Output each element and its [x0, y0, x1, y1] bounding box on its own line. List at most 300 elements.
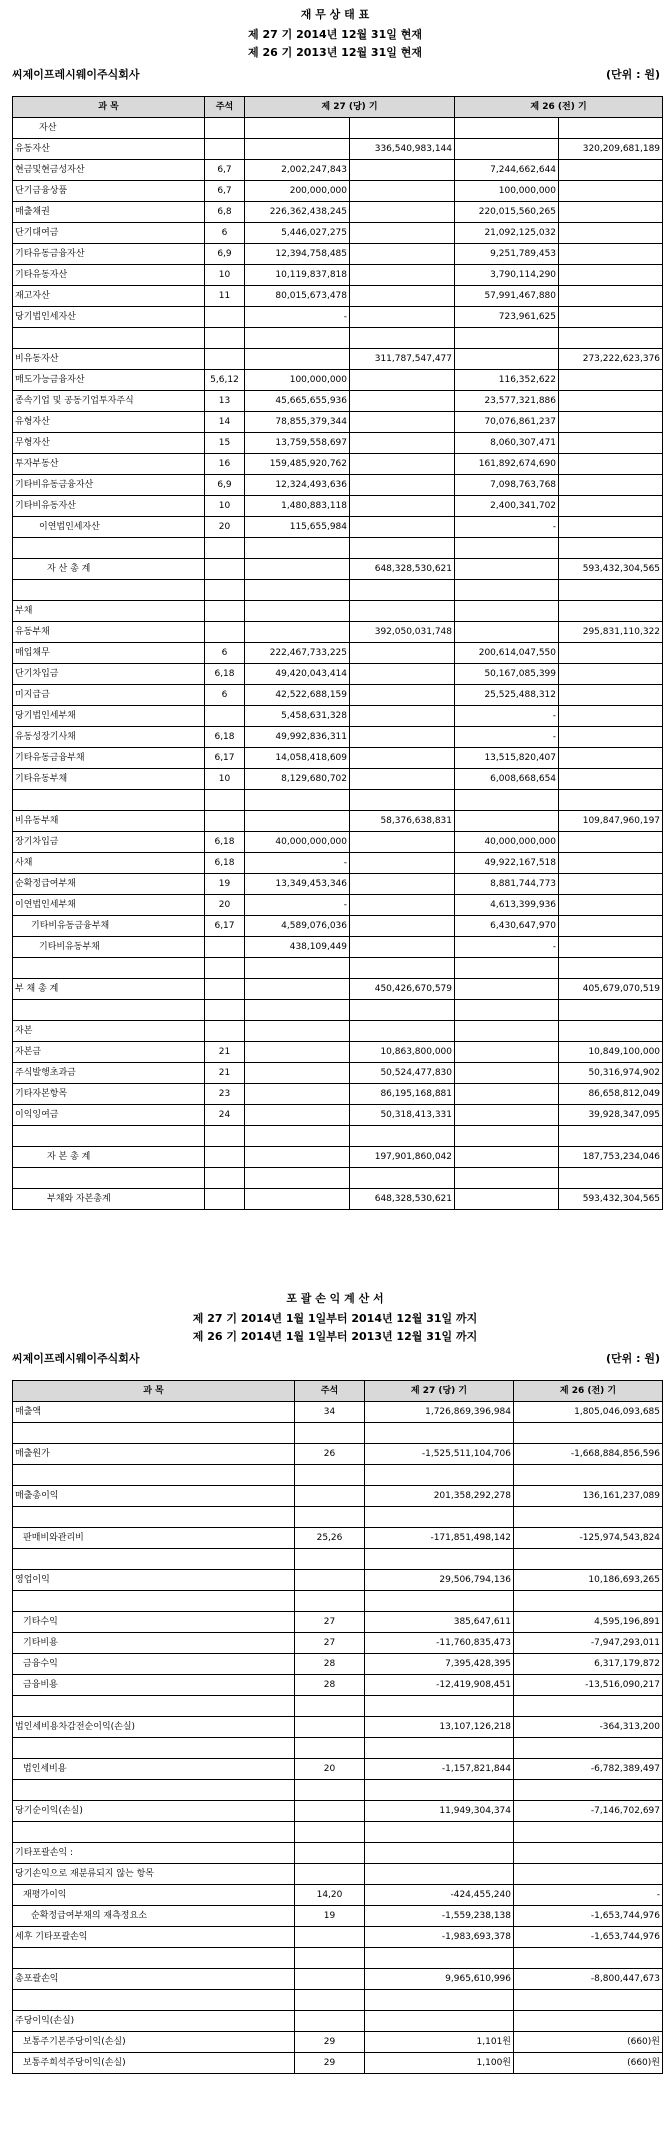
- bs-prior-total: [559, 601, 663, 622]
- bs-current-total: [350, 307, 455, 328]
- is-note-ref: [295, 1486, 365, 1507]
- bs-note-ref: [205, 622, 245, 643]
- is-row: [13, 1927, 663, 1948]
- is-row: [13, 1906, 663, 1927]
- is-period-prior: 제 26 기 2014년 1월 1일부터 2013년 12월 31일 까지: [192, 1330, 478, 1343]
- is-row: [13, 1969, 663, 1990]
- bs-account-label: 무형자산: [13, 433, 205, 454]
- is-row: [13, 1759, 663, 1780]
- is-note-ref: [295, 1465, 365, 1486]
- bs-row: [13, 1105, 663, 1126]
- is-current-value: [365, 1591, 514, 1612]
- bs-row: [13, 118, 663, 139]
- bs-note-ref: [205, 580, 245, 601]
- bs-current-detail: -: [245, 895, 350, 916]
- bs-header-note: 주석: [205, 97, 245, 118]
- bs-note-ref: 6: [205, 643, 245, 664]
- is-prior-value: -125,974,543,824: [514, 1528, 663, 1549]
- is-row: [13, 1570, 663, 1591]
- is-account-label: 세후 기타포괄손익: [13, 1927, 295, 1948]
- bs-prior-total: 593,432,304,565: [559, 559, 663, 580]
- bs-current-detail: 12,394,758,485: [245, 244, 350, 265]
- bs-prior-total: [559, 1000, 663, 1021]
- is-account-label: 당기손익으로 재분류되지 않는 항목: [13, 1864, 295, 1885]
- is-account-label: 법인세비용차감전순이익(손실): [13, 1717, 295, 1738]
- is-account-label: 법인세비용: [13, 1759, 295, 1780]
- is-account-label: [13, 1696, 295, 1717]
- is-current-value: 13,107,126,218: [365, 1717, 514, 1738]
- bs-row: [13, 370, 663, 391]
- bs-current-detail: [245, 979, 350, 1000]
- bs-row: [13, 937, 663, 958]
- bs-prior-detail: 161,892,674,690: [455, 454, 559, 475]
- bs-current-detail: [245, 139, 350, 160]
- bs-prior-detail: 13,515,820,407: [455, 748, 559, 769]
- bs-row: [13, 706, 663, 727]
- bs-prior-detail: 220,015,560,265: [455, 202, 559, 223]
- is-note-ref: 20: [295, 1759, 365, 1780]
- is-current-value: 1,100원: [365, 2053, 514, 2074]
- bs-note-ref: 6,7: [205, 181, 245, 202]
- bs-prior-total: [559, 496, 663, 517]
- bs-current-detail: [245, 958, 350, 979]
- is-row: [13, 1675, 663, 1696]
- bs-account-label: 유동자산: [13, 139, 205, 160]
- is-current-value: -1,983,693,378: [365, 1927, 514, 1948]
- bs-current-detail: [245, 559, 350, 580]
- bs-account-label: 유형자산: [13, 412, 205, 433]
- bs-prior-detail: 116,352,622: [455, 370, 559, 391]
- is-current-value: [365, 2011, 514, 2032]
- bs-prior-total: 295,831,110,322: [559, 622, 663, 643]
- is-prior-value: [514, 1507, 663, 1528]
- bs-row: [13, 853, 663, 874]
- bs-note-ref: 10: [205, 265, 245, 286]
- bs-current-total: [350, 370, 455, 391]
- bs-prior-total: [559, 454, 663, 475]
- is-account-label: [13, 1549, 295, 1570]
- bs-prior-detail: [455, 1042, 559, 1063]
- bs-current-detail: 14,058,418,609: [245, 748, 350, 769]
- bs-prior-detail: 200,614,047,550: [455, 643, 559, 664]
- bs-account-label: 종속기업 및 공동기업투자주식: [13, 391, 205, 412]
- bs-prior-detail: 100,000,000: [455, 181, 559, 202]
- bs-row: [13, 832, 663, 853]
- bs-row: [13, 244, 663, 265]
- bs-account-label: 기타유동금융자산: [13, 244, 205, 265]
- is-current-value: [365, 1990, 514, 2011]
- bs-prior-detail: 21,092,125,032: [455, 223, 559, 244]
- is-current-value: 7,395,428,395: [365, 1654, 514, 1675]
- is-prior-value: -: [514, 1885, 663, 1906]
- bs-current-detail: [245, 118, 350, 139]
- bs-current-detail: 42,522,688,159: [245, 685, 350, 706]
- is-prior-value: [514, 1948, 663, 1969]
- bs-prior-detail: [455, 538, 559, 559]
- is-account-label: 기타수익: [13, 1612, 295, 1633]
- bs-note-ref: 21: [205, 1042, 245, 1063]
- bs-prior-detail: 4,613,399,936: [455, 895, 559, 916]
- is-current-value: -12,419,908,451: [365, 1675, 514, 1696]
- is-current-value: [365, 1696, 514, 1717]
- is-row: [13, 1633, 663, 1654]
- bs-prior-total: [559, 853, 663, 874]
- is-account-label: 보통주기본주당이익(손실): [13, 2032, 295, 2053]
- bs-account-label: 이연법인세부채: [13, 895, 205, 916]
- is-note-ref: 25,26: [295, 1528, 365, 1549]
- is-row: [13, 1528, 663, 1549]
- bs-row: [13, 790, 663, 811]
- bs-note-ref: [205, 937, 245, 958]
- bs-prior-detail: [455, 1189, 559, 1210]
- is-current-value: [365, 1948, 514, 1969]
- bs-row: [13, 643, 663, 664]
- bs-prior-detail: 25,525,488,312: [455, 685, 559, 706]
- is-account-label: 매출액: [13, 1402, 295, 1423]
- bs-note-ref: [205, 811, 245, 832]
- is-row: [13, 1402, 663, 1423]
- bs-prior-total: [559, 265, 663, 286]
- bs-prior-total: [559, 832, 663, 853]
- bs-row: [13, 433, 663, 454]
- is-row: [13, 1423, 663, 1444]
- bs-row: [13, 160, 663, 181]
- bs-row: [13, 139, 663, 160]
- bs-note-ref: 6,17: [205, 916, 245, 937]
- is-prior-value: -13,516,090,217: [514, 1675, 663, 1696]
- is-row: [13, 1549, 663, 1570]
- bs-prior-detail: 7,098,763,768: [455, 475, 559, 496]
- bs-current-total: [350, 538, 455, 559]
- bs-prior-total: [559, 307, 663, 328]
- bs-header-prior: 제 26 (전) 기: [455, 97, 663, 118]
- bs-row: [13, 538, 663, 559]
- bs-unit: (단위 : 원): [606, 68, 660, 81]
- bs-note-ref: 10: [205, 496, 245, 517]
- bs-current-total: [350, 391, 455, 412]
- bs-prior-total: [559, 391, 663, 412]
- bs-current-total: [350, 580, 455, 601]
- bs-prior-total: [559, 286, 663, 307]
- is-current-value: 1,726,869,396,984: [365, 1402, 514, 1423]
- bs-current-detail: 2,002,247,843: [245, 160, 350, 181]
- is-current-value: -1,157,821,844: [365, 1759, 514, 1780]
- bs-row: [13, 496, 663, 517]
- bs-header-row: [13, 97, 663, 118]
- is-prior-value: 4,595,196,891: [514, 1612, 663, 1633]
- bs-current-detail: 115,655,984: [245, 517, 350, 538]
- bs-current-total: [350, 286, 455, 307]
- is-prior-value: [514, 1591, 663, 1612]
- bs-note-ref: [205, 307, 245, 328]
- bs-period-current: 제 27 기 2014년 12월 31일 현재: [248, 28, 422, 41]
- is-account-label: [13, 1822, 295, 1843]
- bs-prior-detail: [455, 1147, 559, 1168]
- bs-row: [13, 391, 663, 412]
- bs-account-label: 기타비유동금융부채: [13, 916, 205, 937]
- bs-note-ref: 6: [205, 223, 245, 244]
- bs-prior-total: [559, 643, 663, 664]
- is-note-ref: [295, 1927, 365, 1948]
- bs-prior-detail: -: [455, 706, 559, 727]
- bs-prior-total: [559, 685, 663, 706]
- bs-prior-total: [559, 118, 663, 139]
- bs-current-detail: 49,420,043,414: [245, 664, 350, 685]
- bs-current-total: 86,195,168,881: [350, 1084, 455, 1105]
- bs-prior-detail: [455, 622, 559, 643]
- bs-prior-detail: 40,000,000,000: [455, 832, 559, 853]
- bs-current-detail: 12,324,493,636: [245, 475, 350, 496]
- is-row: [13, 1885, 663, 1906]
- is-account-label: 주당이익(손실): [13, 2011, 295, 2032]
- bs-prior-detail: 8,060,307,471: [455, 433, 559, 454]
- bs-current-total: [350, 412, 455, 433]
- bs-row: [13, 958, 663, 979]
- bs-prior-detail: 9,251,789,453: [455, 244, 559, 265]
- bs-prior-detail: 3,790,114,290: [455, 265, 559, 286]
- is-note-ref: [295, 1549, 365, 1570]
- bs-prior-detail: [455, 979, 559, 1000]
- bs-row: [13, 412, 663, 433]
- bs-current-total: 58,376,638,831: [350, 811, 455, 832]
- bs-prior-detail: [455, 811, 559, 832]
- bs-account-label: 당기법인세자산: [13, 307, 205, 328]
- is-note-ref: [295, 1801, 365, 1822]
- bs-account-label: 현금및현금성자산: [13, 160, 205, 181]
- bs-prior-total: [559, 769, 663, 790]
- bs-account-label: 기타자본항목: [13, 1084, 205, 1105]
- bs-prior-total: 50,316,974,902: [559, 1063, 663, 1084]
- bs-row: [13, 601, 663, 622]
- is-note-ref: [295, 1696, 365, 1717]
- is-prior-value: -8,800,447,673: [514, 1969, 663, 1990]
- is-row: [13, 1822, 663, 1843]
- bs-note-ref: [205, 1126, 245, 1147]
- bs-prior-detail: [455, 1021, 559, 1042]
- bs-prior-total: 593,432,304,565: [559, 1189, 663, 1210]
- is-account-label: 금융수익: [13, 1654, 295, 1675]
- is-note-ref: [295, 1717, 365, 1738]
- bs-account-label: 단기금융상품: [13, 181, 205, 202]
- bs-prior-detail: [455, 601, 559, 622]
- bs-row: [13, 874, 663, 895]
- bs-prior-detail: [455, 1063, 559, 1084]
- bs-account-label: 기타비유동금융자산: [13, 475, 205, 496]
- bs-current-detail: 8,129,680,702: [245, 769, 350, 790]
- bs-prior-total: [559, 664, 663, 685]
- bs-row: [13, 580, 663, 601]
- bs-account-label: 재고자산: [13, 286, 205, 307]
- bs-account-label: 주식발행초과금: [13, 1063, 205, 1084]
- bs-row: [13, 685, 663, 706]
- bs-current-detail: 10,119,837,818: [245, 265, 350, 286]
- bs-row: [13, 349, 663, 370]
- bs-current-total: [350, 265, 455, 286]
- is-prior-value: [514, 1549, 663, 1570]
- bs-current-total: [350, 1168, 455, 1189]
- is-row: [13, 1444, 663, 1465]
- bs-header-current: 제 27 (당) 기: [245, 97, 455, 118]
- is-account-label: [13, 1465, 295, 1486]
- bs-current-total: [350, 160, 455, 181]
- bs-current-detail: [245, 811, 350, 832]
- is-account-label: 순확정급여부채의 재측정요소: [13, 1906, 295, 1927]
- bs-account-label: 유동부채: [13, 622, 205, 643]
- is-row: [13, 2011, 663, 2032]
- bs-row: [13, 1021, 663, 1042]
- bs-prior-total: [559, 475, 663, 496]
- bs-note-ref: [205, 1000, 245, 1021]
- bs-prior-detail: -: [455, 517, 559, 538]
- is-note-ref: [295, 1822, 365, 1843]
- is-prior-value: (660)원: [514, 2053, 663, 2074]
- bs-account-label: 유동성장기사채: [13, 727, 205, 748]
- bs-note-ref: 16: [205, 454, 245, 475]
- is-prior-value: -1,668,884,856,596: [514, 1444, 663, 1465]
- bs-row: [13, 265, 663, 286]
- bs-prior-total: 109,847,960,197: [559, 811, 663, 832]
- bs-current-detail: [245, 1063, 350, 1084]
- bs-prior-total: [559, 181, 663, 202]
- is-title: 포 괄 손 익 계 산 서: [286, 1292, 384, 1305]
- bs-prior-total: 273,222,623,376: [559, 349, 663, 370]
- bs-current-total: [350, 895, 455, 916]
- is-note-ref: [295, 1864, 365, 1885]
- bs-current-total: [350, 769, 455, 790]
- bs-account-label: 단기대여금: [13, 223, 205, 244]
- is-account-label: 재평가이익: [13, 1885, 295, 1906]
- bs-current-detail: [245, 1021, 350, 1042]
- bs-current-total: [350, 643, 455, 664]
- bs-current-total: [350, 496, 455, 517]
- is-row: [13, 1486, 663, 1507]
- bs-prior-total: [559, 1168, 663, 1189]
- is-prior-value: [514, 1990, 663, 2011]
- bs-row: [13, 1147, 663, 1168]
- bs-prior-total: [559, 538, 663, 559]
- is-account-label: 당기순이익(손실): [13, 1801, 295, 1822]
- bs-current-detail: 226,362,438,245: [245, 202, 350, 223]
- is-row: [13, 2032, 663, 2053]
- bs-account-label: 기타유동자산: [13, 265, 205, 286]
- bs-prior-detail: [455, 1126, 559, 1147]
- is-note-ref: [295, 1570, 365, 1591]
- bs-prior-detail: [455, 790, 559, 811]
- is-current-value: [365, 1822, 514, 1843]
- bs-current-detail: [245, 1168, 350, 1189]
- bs-account-label: 매입채무: [13, 643, 205, 664]
- is-period-current: 제 27 기 2014년 1월 1일부터 2014년 12월 31일 까지: [192, 1312, 478, 1325]
- bs-current-detail: 1,480,883,118: [245, 496, 350, 517]
- bs-current-total: 392,050,031,748: [350, 622, 455, 643]
- bs-current-total: [350, 916, 455, 937]
- bs-current-total: [350, 853, 455, 874]
- bs-note-ref: 6,8: [205, 202, 245, 223]
- bs-prior-detail: -: [455, 727, 559, 748]
- bs-account-label: [13, 790, 205, 811]
- bs-current-total: 648,328,530,621: [350, 1189, 455, 1210]
- bs-row: [13, 454, 663, 475]
- is-prior-value: [514, 1780, 663, 1801]
- bs-current-total: [350, 454, 455, 475]
- bs-prior-total: [559, 916, 663, 937]
- is-note-ref: [295, 1948, 365, 1969]
- bs-current-total: [350, 202, 455, 223]
- bs-prior-total: [559, 874, 663, 895]
- is-current-value: [365, 1864, 514, 1885]
- bs-current-total: [350, 223, 455, 244]
- bs-account-label: 자산: [13, 118, 205, 139]
- bs-row: [13, 286, 663, 307]
- is-account-label: [13, 1423, 295, 1444]
- bs-current-detail: 13,759,558,697: [245, 433, 350, 454]
- bs-current-total: [350, 1021, 455, 1042]
- is-current-value: 11,949,304,374: [365, 1801, 514, 1822]
- bs-prior-detail: [455, 328, 559, 349]
- is-note-ref: [295, 1843, 365, 1864]
- bs-current-detail: [245, 1147, 350, 1168]
- is-account-label: [13, 1990, 295, 2011]
- bs-prior-detail: [455, 958, 559, 979]
- bs-current-total: [350, 832, 455, 853]
- bs-current-detail: 49,992,836,311: [245, 727, 350, 748]
- bs-account-label: 투자부동산: [13, 454, 205, 475]
- bs-note-ref: [205, 1168, 245, 1189]
- bs-current-detail: 40,000,000,000: [245, 832, 350, 853]
- bs-current-detail: 4,589,076,036: [245, 916, 350, 937]
- bs-prior-detail: 7,244,662,644: [455, 160, 559, 181]
- bs-prior-detail: 8,881,744,773: [455, 874, 559, 895]
- bs-current-total: [350, 790, 455, 811]
- bs-row: [13, 181, 663, 202]
- bs-prior-detail: 70,076,861,237: [455, 412, 559, 433]
- bs-row: [13, 1168, 663, 1189]
- is-unit: (단위 : 원): [606, 1352, 660, 1365]
- bs-prior-detail: [455, 559, 559, 580]
- is-note-ref: 27: [295, 1612, 365, 1633]
- bs-prior-total: [559, 790, 663, 811]
- is-header-note: 주석: [295, 1381, 365, 1402]
- bs-account-label: 자 본 총 계: [13, 1147, 205, 1168]
- bs-current-detail: 200,000,000: [245, 181, 350, 202]
- bs-prior-total: [559, 895, 663, 916]
- bs-prior-total: [559, 412, 663, 433]
- is-current-value: 385,647,611: [365, 1612, 514, 1633]
- bs-account-label: 자본: [13, 1021, 205, 1042]
- bs-row: [13, 1063, 663, 1084]
- bs-note-ref: [205, 601, 245, 622]
- bs-current-detail: 80,015,673,478: [245, 286, 350, 307]
- balance-sheet-table: [12, 96, 663, 1210]
- bs-prior-total: 10,849,100,000: [559, 1042, 663, 1063]
- bs-current-detail: -: [245, 307, 350, 328]
- is-current-value: [365, 1549, 514, 1570]
- bs-current-detail: 45,665,655,936: [245, 391, 350, 412]
- bs-prior-detail: [455, 1084, 559, 1105]
- is-account-label: [13, 1738, 295, 1759]
- bs-prior-detail: [455, 1168, 559, 1189]
- is-row: [13, 2053, 663, 2074]
- bs-row: [13, 664, 663, 685]
- is-row: [13, 1612, 663, 1633]
- bs-current-detail: [245, 622, 350, 643]
- bs-note-ref: 6,18: [205, 727, 245, 748]
- bs-prior-total: 39,928,347,095: [559, 1105, 663, 1126]
- is-account-label: 기타비용: [13, 1633, 295, 1654]
- bs-prior-total: [559, 958, 663, 979]
- bs-current-detail: [245, 328, 350, 349]
- is-current-value: [365, 1465, 514, 1486]
